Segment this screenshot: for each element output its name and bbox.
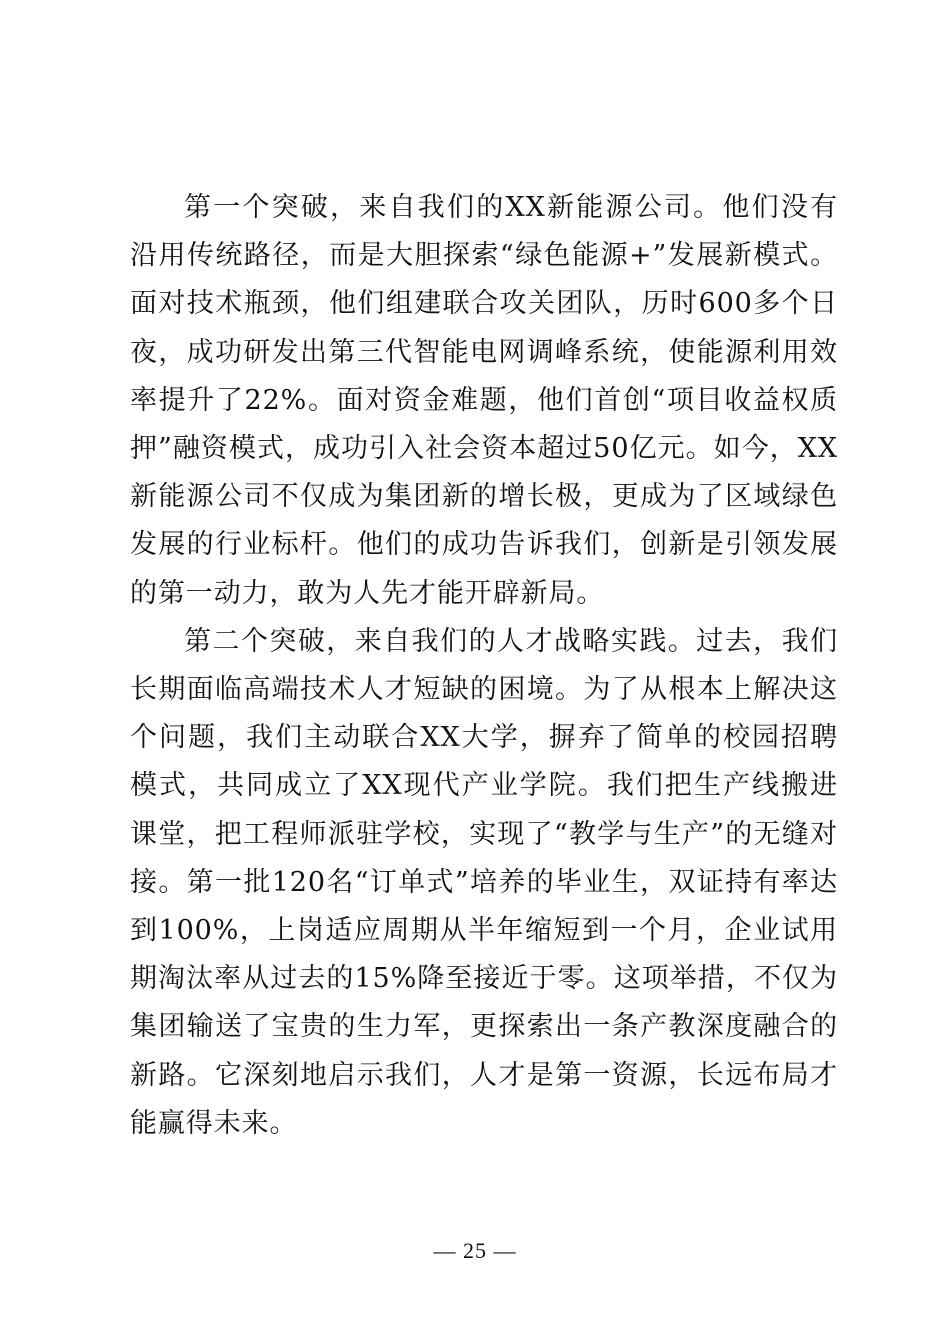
paragraph-1: 第一个突破，来自我们的XX新能源公司。他们没有沿用传统路径，而是大胆探索“绿色能源+”发展新模式。面对技术瓶颈，他们组建联合攻关团队，历时600多个日夜，成功研发出第三代智能电网调峰系统，使能源利用效率提升了22%。面对资金难题，他们首创“项目收益权质押”融资模式，成功引入社会资本超过50亿元。如今，XX新能源公司不仅成为集团新的增长极，更成为了区域绿色发展的行业标杆。他们的成功告诉我们，创新是引领发展的第一动力，敢为人先才能开辟新局。 bbox=[130, 192, 838, 609]
page-number: — 25 — bbox=[433, 1238, 517, 1263]
paragraph-2: 第二个突破，来自我们的人才战略实践。过去，我们长期面临高端技术人才短缺的困境。为了从根本上解决这个问题，我们主动联合XX大学，摒弃了简单的校园招聘模式，共同成立了XX现代产业学院。我们把生产线搬进课堂，把工程师派驻学校，实现了“教学与生产”的无缝对接。第一批120名“订单式”培养的毕业生，双证持有率达到100%，上岗适应周期从半年缩短到一个月，企业试用期淘汰率从过去的15%降至接近于零。这项举措，不仅为集团输送了宝贵的生力军，更探索出一条产教深度融合的新路。它深刻地启示我们，人才是第一资源，长远布局才能赢得未来。 bbox=[130, 625, 838, 1139]
document-body bbox=[130, 184, 838, 1148]
